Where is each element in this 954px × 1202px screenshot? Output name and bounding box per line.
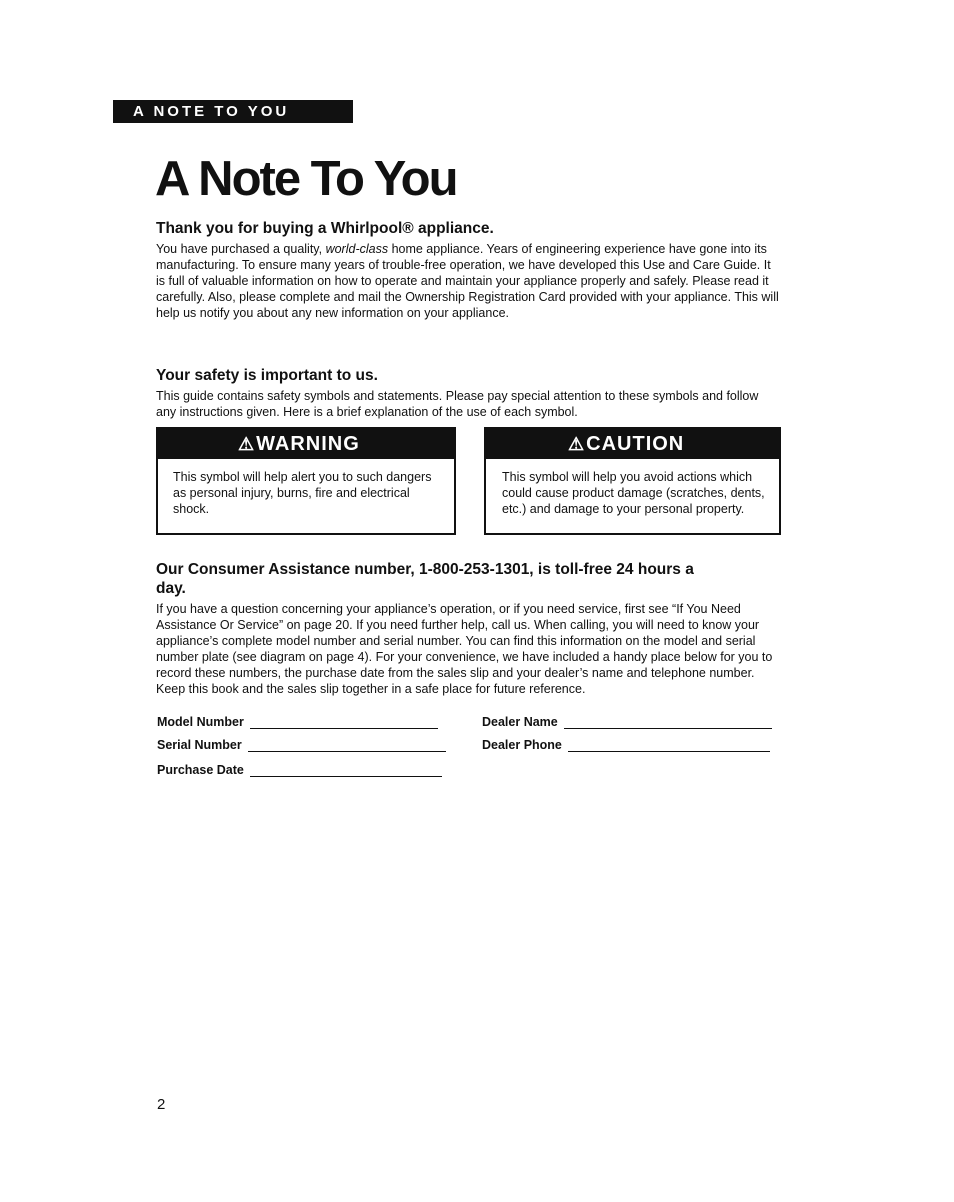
- page-number: 2: [157, 1096, 166, 1113]
- serial-number-line[interactable]: [248, 739, 446, 752]
- purchase-date-field[interactable]: [157, 763, 442, 777]
- purchase-date-line[interactable]: [250, 764, 442, 777]
- assistance-section: [156, 560, 781, 697]
- purchase-date-label: Purchase Date: [157, 763, 244, 777]
- thanks-text: You have purchased a quality, world-class home appliance. Years of engineering experience have gone into its manufacturing. To ensure many years of trouble-free operation, we have developed this Use and Care Guide. It is full of valuable information on how to operate and maintain your appliance properly and safely. Please read it carefully. Also, please complete and mail the Ownership Registration Card provided with your appliance. This will help us notify you about any new information on your appliance.: [156, 242, 779, 320]
- dealer-phone-line[interactable]: [568, 739, 770, 752]
- dealer-name-label: Dealer Name: [482, 715, 558, 729]
- warning-label: WARNING: [256, 433, 360, 455]
- dealer-name-field[interactable]: [482, 715, 772, 729]
- warning-text: This symbol will help alert you to such dangers as personal injury, burns, fire and electrical shock.: [173, 470, 432, 516]
- thanks-heading: Thank you for buying a Whirlpool® appliance.: [156, 220, 494, 237]
- safety-text: This guide contains safety symbols and statements. Please pay special attention to these symbols and follow any instructions given. Here is a brief explanation of the use of each symbol.: [156, 389, 759, 419]
- serial-number-label: Serial Number: [157, 738, 242, 752]
- safety-section: [156, 366, 781, 420]
- warning-header: [158, 429, 454, 459]
- dealer-name-line[interactable]: [564, 716, 772, 729]
- model-number-line[interactable]: [250, 716, 438, 729]
- warning-triangle-icon: ⚠: [238, 434, 256, 454]
- warning-box: [156, 427, 456, 535]
- page-title: A Note To You: [155, 152, 457, 206]
- caution-label: CAUTION: [586, 433, 685, 455]
- thanks-section: [156, 219, 781, 321]
- caution-header: [486, 429, 779, 459]
- section-tab: A NOTE TO YOU: [113, 100, 353, 123]
- dealer-phone-field[interactable]: [482, 738, 770, 752]
- serial-number-field[interactable]: [157, 738, 446, 752]
- model-number-field[interactable]: [157, 715, 438, 729]
- safety-heading: Your safety is important to us.: [156, 367, 378, 384]
- dealer-phone-label: Dealer Phone: [482, 738, 562, 752]
- assistance-text: If you have a question concerning your appliance’s operation, or if you need service, first see “If You Need Assistance Or Service” on page 20. If you need further help, call us. When calling, you will need to know your appliance’s complete model number and serial number. You can find this information on the model and serial number plate (see diagram on page 4). For your convenience, we have included a handy place below for you to record these numbers, the purchase date from the sales slip and your dealer’s name and telephone number. Keep this book and the sales slip together in a safe place for future reference.: [156, 602, 773, 696]
- model-number-label: Model Number: [157, 715, 244, 729]
- assistance-heading: Our Consumer Assistance number, 1-800-253-1301, is toll-free 24 hours a day.: [156, 561, 694, 597]
- caution-text: This symbol will help you avoid actions which could cause product damage (scratches, dents, etc.) and damage to your personal property.: [502, 470, 765, 516]
- caution-triangle-icon: ⚠: [568, 434, 586, 454]
- caution-box: [484, 427, 781, 535]
